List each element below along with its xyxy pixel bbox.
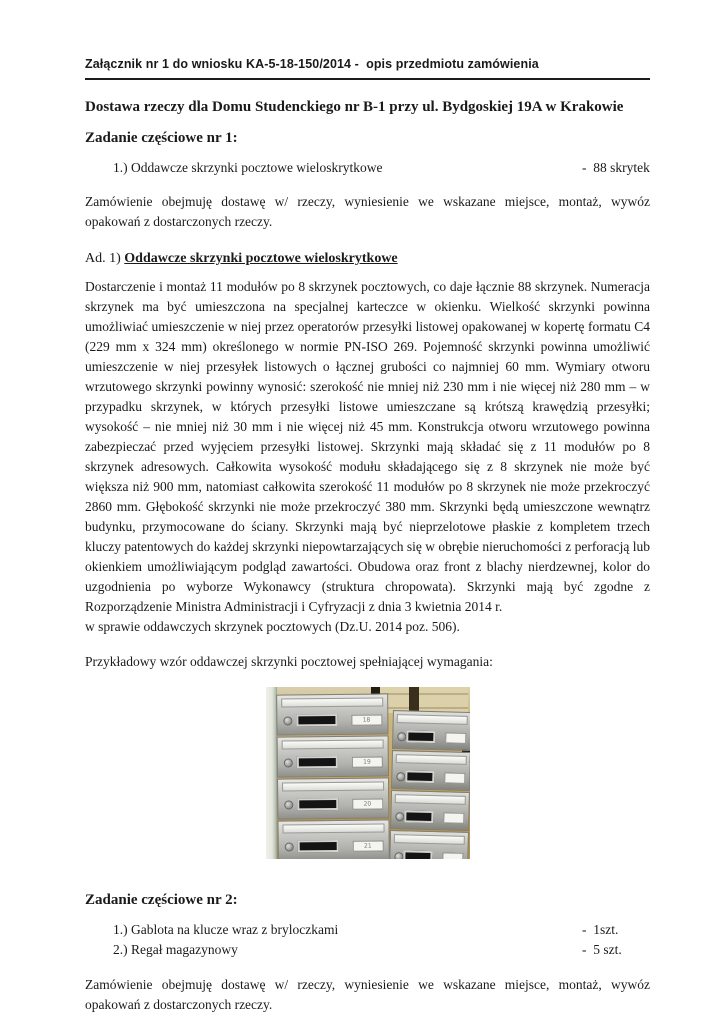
item-quantity: - 5 szt. xyxy=(582,942,622,957)
mailbox-unit xyxy=(389,830,469,859)
item-label: 1.) Gablota na klucze wraz z bryloczkami xyxy=(113,922,339,937)
mail-slot xyxy=(405,770,435,783)
mailbox-unit xyxy=(277,777,389,819)
item-quantity: - 88 skrytek xyxy=(582,160,650,175)
mail-slot xyxy=(296,798,338,810)
mailbox-unit xyxy=(391,750,470,791)
task1-item-list xyxy=(85,158,650,178)
mailbox-column-right xyxy=(389,710,470,859)
name-label xyxy=(442,812,464,824)
mailbox-top-band xyxy=(282,781,383,791)
item-label: 2.) Regał magazynowy xyxy=(113,942,238,957)
example-caption: Przykładowy wzór oddawczej skrzynki pocztowej spełniającej wymagania: xyxy=(85,654,493,669)
ad1-title: Oddawcze skrzynki pocztowe wieloskrytkowe xyxy=(124,251,398,266)
mailbox-top-band xyxy=(281,697,382,707)
mail-slot xyxy=(296,756,338,768)
ad1-prefix: Ad. 1) xyxy=(85,251,125,266)
mailbox-unit xyxy=(392,710,470,751)
task1-description: Dostarczenie i montaż 11 modułów po 8 skrzynek pocztowych, co daje łącznie 88 skrzynek. Numeracja skrzynek ma być umieszczona na specjalnej karteczce w okienku. Wielkość skrzynki powinna umożliwiać umieszczenie w niej przez operatorów przesyłki listowej opakowanej w kopertę formatu C4 (229 mm x 324 mm) określonego w normie PN-ISO 269. Pojemność skrzynki powinna umożliwić umieszczenie w niej przesyłek listowych o łącznej grubości co najmniej 60 mm. Wymiary otworu wrzutowego skrzynki powinny wynosić: szerokość nie mniej niż 230 mm i nie więcej niż 280 mm – w przypadku skrzynek, w których przesyłki listowe umieszczane są krótszą krawędzią przesyłki; wysokość – nie mniej niż 30 mm i nie więcej niż 45 mm. Konstrukcja otworu wrzutowego powinna zabezpieczać przed wyjęciem przesyłki listowej. Skrzynki mają składać się z 11 modułów po 8 skrzynek adresowych. Całkowita wysokość modułu składającego się z 8 skrzynek nie może być większa niż 900 mm, natomiast całkowita szerokość 11 modułów po 8 skrzynek nie może przekroczyć 2860 mm. Głębokość skrzynki nie może przekroczyć 380 mm. Skrzynki będą umieszczone wewnątrz budynku, przymocowane do ściany. Skrzynki mają być nieprzelotowe płaskie z kompletem trzech kluczy patentowych do każdej skrzynki niepowtarzających się w obrębie nieruchomości z perforacją lub okienkiem umożliwiającym podgląd zawartości. Obudowa oraz front z blachy nierdzewnej, kolor do uzgodnienia po wyborze Wykonawcy (struktura chropowata). Skrzynki mają być zgodne z Rozporządzenie Ministra Administracji i Cyfryzacji z dnia 3 kwietnia 2014 r. xyxy=(85,279,650,614)
attachment-header: Załącznik nr 1 do wniosku KA-5-18-150/2014 - opis przedmiotu zamówienia xyxy=(85,57,650,80)
mailbox-unit xyxy=(276,735,388,777)
keyhole-icon xyxy=(395,813,402,820)
task2-delivery-note: Zamówienie obejmuję dostawę w/ rzeczy, wyniesienie we wskazane miejsce, montaż, wywóz opakowań z dostarczonych rzeczy. xyxy=(85,977,650,1012)
keyhole-icon xyxy=(284,759,291,766)
keyhole-icon xyxy=(397,733,404,740)
task1-description-last-line: w sprawie oddawczych skrzynek pocztowych (Dz.U. 2014 poz. 506). xyxy=(85,619,460,634)
list-item xyxy=(85,940,650,960)
list-item xyxy=(85,158,650,178)
mailbox-top-band xyxy=(396,714,467,725)
mail-slot xyxy=(296,714,338,726)
task2-heading: Zadanie częściowe nr 2: xyxy=(85,892,238,908)
mail-slot xyxy=(406,730,436,743)
name-label: 18 xyxy=(351,714,382,725)
name-label: 19 xyxy=(351,756,382,767)
mailbox-unit xyxy=(277,819,389,859)
name-label xyxy=(444,732,466,744)
mail-slot xyxy=(403,850,433,859)
mailbox-top-band xyxy=(282,823,383,833)
task1-heading: Zadanie częściowe nr 1: xyxy=(85,130,238,146)
name-label xyxy=(443,772,465,784)
name-label xyxy=(441,852,463,859)
mailbox-top-band xyxy=(281,739,382,749)
mail-slot xyxy=(404,810,434,823)
list-item xyxy=(85,920,650,940)
item-quantity: - 1szt. xyxy=(582,922,619,937)
task1-delivery-note: Zamówienie obejmuję dostawę w/ rzeczy, wyniesienie we wskazane miejsce, montaż, wywóz opakowań z dostarczonych rzeczy. xyxy=(85,194,650,229)
keyhole-icon xyxy=(284,801,291,808)
keyhole-icon xyxy=(285,843,292,850)
mailbox-top-band xyxy=(395,754,466,765)
mailbox-top-band xyxy=(394,794,465,805)
mail-slot xyxy=(297,840,339,852)
keyhole-icon xyxy=(394,853,401,859)
mailbox-unit xyxy=(276,693,388,735)
keyhole-icon xyxy=(283,717,290,724)
mailbox-unit xyxy=(390,790,470,831)
mailbox-top-band xyxy=(393,834,464,845)
mailboxes-photo xyxy=(266,687,470,859)
name-label: 20 xyxy=(351,798,382,809)
photo-wall-edge xyxy=(266,687,277,859)
name-label: 21 xyxy=(352,840,383,851)
document-title: Dostawa rzeczy dla Domu Studenckiego nr B-1 przy ul. Bydgoskiej 19A w Krakowie xyxy=(85,99,624,115)
task2-item-list xyxy=(85,920,650,960)
keyhole-icon xyxy=(396,773,403,780)
photo-mounting-bracket xyxy=(409,687,419,711)
item-label: 1.) Oddawcze skrzynki pocztowe wieloskrytkowe xyxy=(113,160,383,175)
mailbox-column-left xyxy=(276,693,390,859)
ad1-line xyxy=(85,249,650,269)
